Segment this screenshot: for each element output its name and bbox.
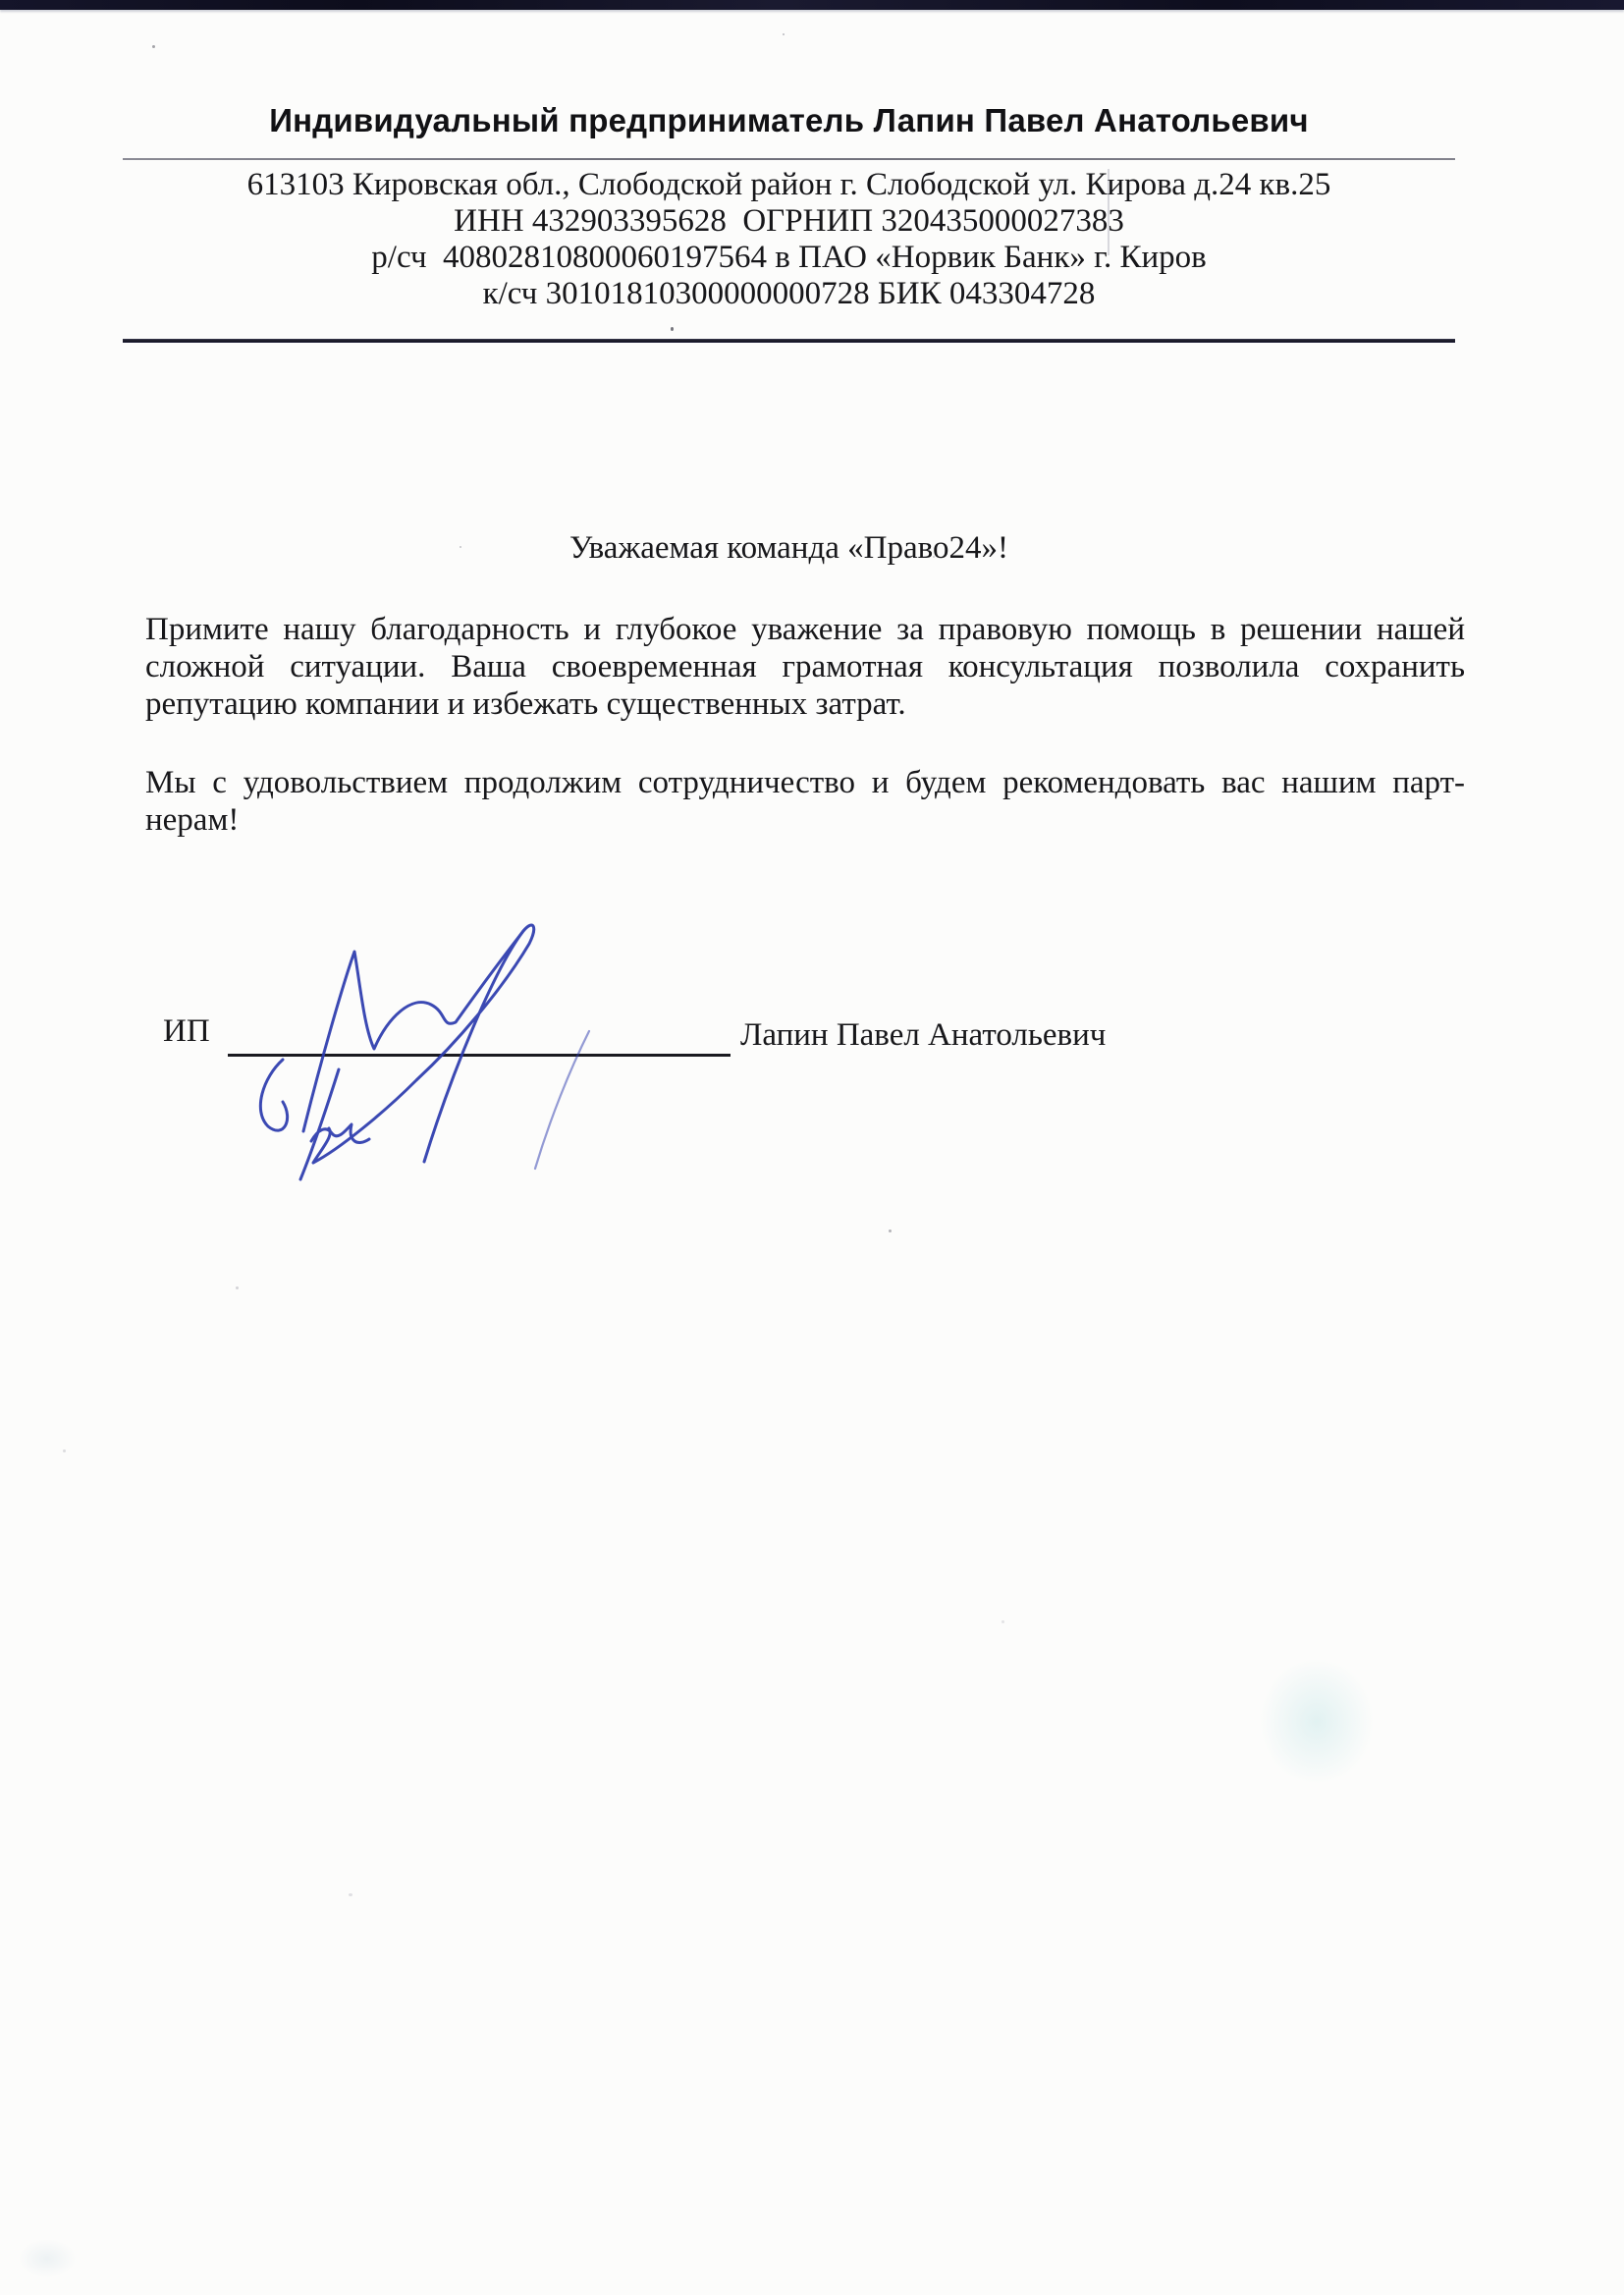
scan-speck	[783, 33, 785, 35]
signature-ink	[177, 908, 628, 1193]
letterhead-address	[123, 167, 1455, 312]
scan-speck	[236, 1286, 239, 1289]
body-line: репутацию компании и избежать существенных затрат.	[145, 686, 906, 722]
scan-speck	[671, 327, 674, 331]
scan-speck	[349, 1893, 352, 1896]
letterhead-title: Индивидуальный предприниматель Лапин Павел Анатольевич	[269, 102, 1309, 138]
signature-prefix: ИП	[163, 1013, 210, 1049]
scan-speck	[152, 45, 155, 48]
body-paragraph-2	[145, 764, 1465, 839]
salutation: Уважаемая команда «Право24»!	[569, 530, 1008, 566]
scan-speck	[460, 546, 461, 548]
signature-name: Лапин Павел Анатольевич	[740, 1017, 1107, 1053]
body-paragraph-1	[145, 611, 1465, 723]
body-line: сложной ситуации. Ваша своевременная грамотная консультация позволила сохранить	[145, 649, 1465, 684]
scan-smudge	[1259, 1658, 1375, 1785]
address-line-street: 613103 Кировская обл., Слободской район г. Слободской ул. Кирова д.24 кв.25	[246, 167, 1331, 202]
scan-smudge	[18, 2239, 77, 2278]
scanner-edge-artifact	[0, 0, 1624, 10]
address-line-settlement-account: р/сч 40802810800060197564 в ПАО «Норвик Банк» г. Киров	[371, 240, 1207, 275]
scan-speck	[889, 1229, 892, 1232]
scan-crease	[1108, 169, 1110, 255]
address-line-inn-ogrnip: ИНН 432903395628 ОГРНИП 320435000027383	[454, 203, 1124, 239]
scan-speck	[933, 556, 935, 558]
letterhead-divider-top	[123, 158, 1455, 160]
scan-speck	[1001, 1620, 1004, 1623]
body-line: Мы с удовольствием продолжим сотрудничество и будем рекомендовать вас нашим парт-	[145, 765, 1465, 800]
scan-speck	[63, 1449, 66, 1452]
address-line-corr-account-bik: к/сч 30101810300000000728 БИК 043304728	[482, 276, 1096, 311]
letterhead-divider-bottom	[123, 339, 1455, 343]
body-line: нерам!	[145, 802, 240, 838]
body-line: Примите нашу благодарность и глубокое уважение за правовую помощь в решении нашей	[145, 612, 1465, 647]
